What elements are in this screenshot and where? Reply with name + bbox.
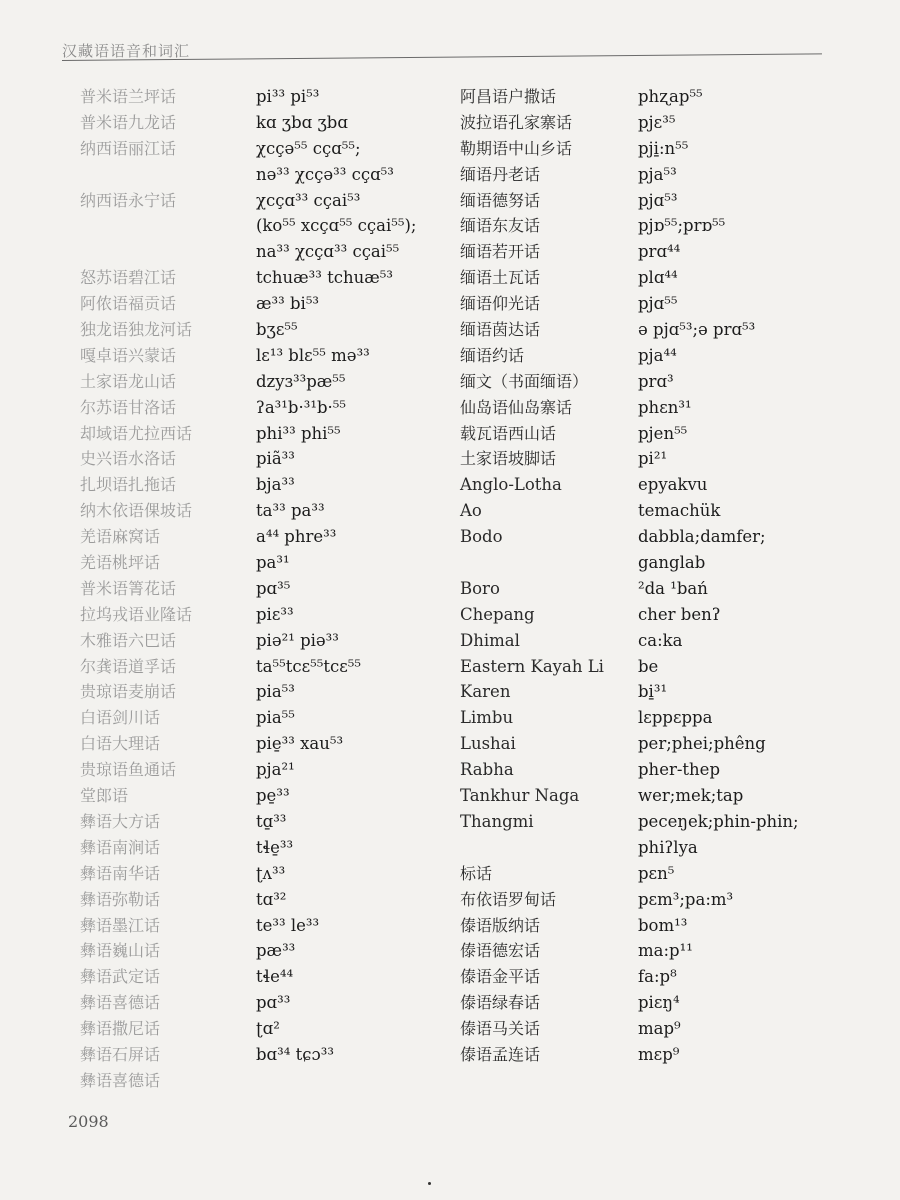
left-language-cell: 彝语撒尼话: [80, 1019, 161, 1039]
left-language-cell: 彝语墨江话: [80, 915, 161, 935]
right-form-cell: pjɑ⁵³: [638, 190, 678, 210]
left-language-cell: 尔苏语甘洛话: [80, 397, 177, 417]
left-form-cell: tɑ̱³³: [256, 811, 287, 831]
left-form-cell: pia⁵⁵: [256, 708, 295, 728]
left-form-cell: kɑ ʒbɑ ʒbɑ: [256, 112, 348, 132]
right-form-cell: phɛn³¹: [638, 397, 692, 417]
left-language-cell: 堂郎语: [80, 786, 129, 806]
left-language-cell: 怒苏语碧江话: [80, 268, 177, 288]
right-form-cell: fa:p⁸: [638, 967, 677, 987]
right-form-cell: bi̱³¹: [638, 682, 668, 702]
left-language-cell: 木雅语六巴话: [80, 630, 177, 650]
right-form-cell: map⁹: [638, 1019, 681, 1039]
left-form-cell: pi³³ pi⁵³: [256, 87, 320, 106]
left-language-cell: 彝语弥勒话: [80, 889, 161, 909]
right-language-cell: 傣语马关话: [460, 1019, 541, 1039]
right-language-cell: 缅语仰光话: [460, 294, 541, 314]
right-form-cell: pji̱:n⁵⁵: [638, 138, 689, 158]
right-form-cell: prɑ³: [638, 371, 674, 391]
left-form-cell: phi³³ phi⁵⁵: [256, 423, 341, 443]
left-language-cell: 扎坝语扎拖话: [80, 475, 177, 495]
left-form-cell: pɑ³³: [256, 993, 291, 1013]
right-form-cell: plɑ⁴⁴: [638, 268, 678, 288]
right-form-cell: ganglab: [638, 553, 706, 573]
right-form-cell: pi²¹: [638, 449, 668, 469]
left-form-cell: dzyɜ³³pæ⁵⁵: [256, 371, 346, 391]
left-language-cell: 羌语麻窝话: [80, 527, 161, 547]
left-language-cell: 白语大理话: [80, 734, 161, 754]
right-language-cell: 载瓦语西山话: [460, 423, 557, 443]
right-form-cell: lɛppɛppa: [638, 708, 713, 728]
right-language-cell: 缅语约话: [460, 345, 525, 365]
left-form-column: [256, 84, 456, 1068]
right-language-cell: 波拉语孔家寨话: [460, 112, 573, 132]
right-language-cell: Tankhur Naga: [460, 786, 580, 806]
right-form-cell: bom¹³: [638, 915, 688, 935]
left-language-cell: 拉坞戎语业隆话: [80, 604, 193, 624]
left-form-cell: tɑ³²: [256, 889, 287, 909]
right-language-cell: 傣语德宏话: [460, 941, 541, 961]
right-form-cell: cher benʔ: [638, 604, 721, 624]
right-form-cell: pja⁴⁴: [638, 345, 677, 365]
left-form-cell: ʈʌ³³: [256, 863, 286, 883]
left-language-cell: 嘎卓语兴蒙话: [80, 345, 177, 365]
right-language-cell: [460, 835, 635, 861]
right-form-cell: pɛm³;pa:m³: [638, 889, 734, 909]
right-form-cell: dabbla;damfer;: [638, 527, 766, 547]
left-form-cell: æ³³ bi⁵³: [256, 294, 320, 314]
left-form-cell: pa³¹: [256, 553, 290, 573]
left-form-cell: tɬe⁴⁴: [256, 967, 294, 987]
scan-speck: [428, 1182, 431, 1185]
right-form-cell: pjɑ⁵⁵: [638, 294, 678, 314]
right-language-cell: 阿昌语户撒话: [460, 87, 557, 106]
right-form-cell: pɛn⁵: [638, 863, 675, 883]
left-form-cell: pie̱³³ xau⁵³: [256, 734, 344, 754]
right-language-cell: Lushai: [460, 734, 516, 754]
left-form-cell: (ko⁵⁵ xcçɑ⁵⁵ cçai⁵⁵);: [256, 216, 417, 236]
right-language-cell: Eastern Kayah Li: [460, 656, 604, 676]
running-header: 汉藏语语音和词汇: [62, 42, 191, 60]
left-language-cell: 彝语喜德话: [80, 993, 161, 1013]
left-form-cell: pja²¹: [256, 760, 295, 780]
left-language-cell: 贵琼语麦崩话: [80, 682, 177, 702]
left-language-cell: 彝语巍山话: [80, 941, 161, 961]
right-language-cell: 傣语绿春话: [460, 993, 541, 1013]
left-language-cell: 白语剑川话: [80, 708, 161, 728]
right-language-cell: 缅语丹老话: [460, 164, 541, 184]
left-form-cell: a⁴⁴ phre³³: [256, 527, 337, 547]
left-language-cell: [80, 239, 250, 265]
left-language-cell: 却域语尤拉西话: [80, 423, 193, 443]
right-language-cell: Anglo-Lotha: [460, 475, 562, 495]
left-form-cell: te³³ le³³: [256, 915, 320, 935]
left-form-cell: tchuæ³³ tchuæ⁵³: [256, 268, 393, 288]
right-form-cell: per;phei;phêng: [638, 734, 766, 754]
right-language-cell: Bodo: [460, 527, 503, 547]
left-form-cell: lɛ¹³ blɛ⁵⁵ mə³³: [256, 345, 370, 365]
right-language-cell: 傣语版纳话: [460, 915, 541, 935]
left-form-cell: na³³ χcçɑ³³ cçai⁵⁵: [256, 242, 400, 262]
right-language-cell: 勒期语中山乡话: [460, 138, 573, 158]
left-language-cell: 彝语喜德话: [80, 1070, 161, 1090]
left-form-cell: pe̱³³: [256, 786, 290, 806]
right-form-cell: mɛp⁹: [638, 1044, 680, 1064]
left-language-cell: 普米语箐花话: [80, 578, 177, 598]
right-language-cell: 缅文（书面缅语）: [460, 371, 589, 391]
left-language-cell: 普米语九龙话: [80, 112, 177, 132]
left-form-cell: ʔa³¹b·³¹b·⁵⁵: [256, 397, 346, 417]
right-form-cell: ə pjɑ⁵³;ə prɑ⁵³: [638, 320, 756, 340]
left-form-cell: χcçɑ³³ cçai⁵³: [256, 190, 361, 210]
right-form-cell: pjɒ⁵⁵;prɒ⁵⁵: [638, 216, 726, 236]
left-form-cell: piã³³: [256, 449, 295, 469]
right-language-cell: 布依语罗甸话: [460, 889, 557, 909]
left-form-cell: tɬe̱³³: [256, 837, 294, 857]
left-language-cell: 尔龚语道孚话: [80, 656, 177, 676]
left-language-cell: 史兴语水洛话: [80, 449, 177, 469]
left-form-cell: pɑ³⁵: [256, 578, 291, 598]
right-form-cell: ca:ka: [638, 630, 683, 650]
left-form-cell: ta⁵⁵tcɛ⁵⁵tcɛ⁵⁵: [256, 656, 361, 676]
right-language-cell: Thangmi: [460, 811, 534, 831]
left-form-cell: χcçə⁵⁵ cçɑ⁵⁵;: [256, 138, 361, 158]
right-language-cell: 缅语德努话: [460, 190, 541, 210]
right-language-cell: Chepang: [460, 604, 535, 624]
left-language-cell: 纳西语丽江话: [80, 138, 177, 158]
right-language-cell: 仙岛语仙岛寨话: [460, 397, 573, 417]
left-language-cell: 彝语石屏话: [80, 1044, 161, 1064]
left-form-cell: ta³³ pa³³: [256, 501, 325, 521]
right-form-cell: ²da ¹bań: [638, 578, 708, 598]
right-language-cell: 傣语孟连话: [460, 1044, 541, 1064]
right-language-cell: 土家语坡脚话: [460, 449, 557, 469]
left-language-cell: 纳西语永宁话: [80, 190, 177, 210]
left-language-cell: 彝语大方话: [80, 811, 161, 831]
left-language-cell: 独龙语独龙河话: [80, 320, 193, 340]
left-form-cell: piɛ³³: [256, 604, 294, 624]
right-language-cell: 标话: [460, 863, 493, 883]
left-language-cell: 阿侬语福贡话: [80, 294, 177, 314]
right-form-cell: pjen⁵⁵: [638, 423, 688, 443]
left-language-cell: 纳木依语倮坡话: [80, 501, 193, 521]
left-form-cell: piə²¹ piə³³: [256, 630, 339, 650]
right-form-cell: ma:p¹¹: [638, 941, 693, 961]
right-language-cell: Dhimal: [460, 630, 520, 650]
right-form-cell: prɑ⁴⁴: [638, 242, 681, 262]
right-language-cell: 缅语土瓦话: [460, 268, 541, 288]
left-form-cell: ʈɑ²: [256, 1019, 280, 1039]
left-language-cell: [80, 213, 250, 239]
left-language-cell: 彝语南华话: [80, 863, 161, 883]
left-language-cell: 普米语兰坪话: [80, 87, 177, 106]
left-language-cell: 贵琼语鱼通话: [80, 760, 177, 780]
right-language-cell: Karen: [460, 682, 511, 702]
right-language-cell: [460, 550, 635, 576]
right-form-cell: pjɛ³⁵: [638, 112, 676, 132]
left-language-cell: 彝语武定话: [80, 967, 161, 987]
left-language-cell: [80, 162, 250, 188]
right-form-cell: wer;mek;tap: [638, 786, 744, 806]
right-form-cell: temachük: [638, 501, 721, 521]
right-language-cell: Limbu: [460, 708, 514, 728]
left-language-cell: 彝语南涧话: [80, 837, 161, 857]
left-form-cell: bɑ³⁴ tɕɔ³³: [256, 1044, 334, 1064]
right-form-cell: phiʔlya: [638, 837, 698, 857]
left-form-cell: bʒɛ⁵⁵: [256, 320, 298, 340]
right-language-cell: 缅语若开话: [460, 242, 541, 262]
left-language-cell: 土家语龙山话: [80, 371, 177, 391]
left-form-cell: bja³³: [256, 475, 295, 495]
left-form-cell: nə³³ χcçə³³ cçɑ⁵³: [256, 164, 394, 184]
right-form-cell: epyakvu: [638, 475, 708, 495]
right-form-cell: pher-thep: [638, 760, 721, 780]
left-form-cell: pæ³³: [256, 941, 296, 961]
left-language-column: [80, 84, 250, 1094]
right-language-cell: 缅语茵达话: [460, 320, 541, 340]
right-form-cell: phʐap⁵⁵: [638, 87, 703, 106]
right-form-cell: peceŋek;phin-phin;: [638, 811, 799, 831]
right-language-column: [460, 84, 635, 1068]
right-language-cell: 傣语金平话: [460, 967, 541, 987]
right-language-cell: 缅语东友话: [460, 216, 541, 236]
left-language-cell: 羌语桃坪话: [80, 553, 161, 573]
left-form-cell: pia⁵³: [256, 682, 295, 702]
right-form-column: [638, 84, 878, 1068]
right-language-cell: Rabha: [460, 760, 514, 780]
right-language-cell: Boro: [460, 578, 500, 598]
right-form-cell: pja⁵³: [638, 164, 677, 184]
page-number: 2098: [68, 1112, 109, 1131]
right-language-cell: Ao: [460, 501, 482, 521]
right-form-cell: be: [638, 656, 659, 676]
right-form-cell: piɛŋ⁴: [638, 993, 680, 1013]
